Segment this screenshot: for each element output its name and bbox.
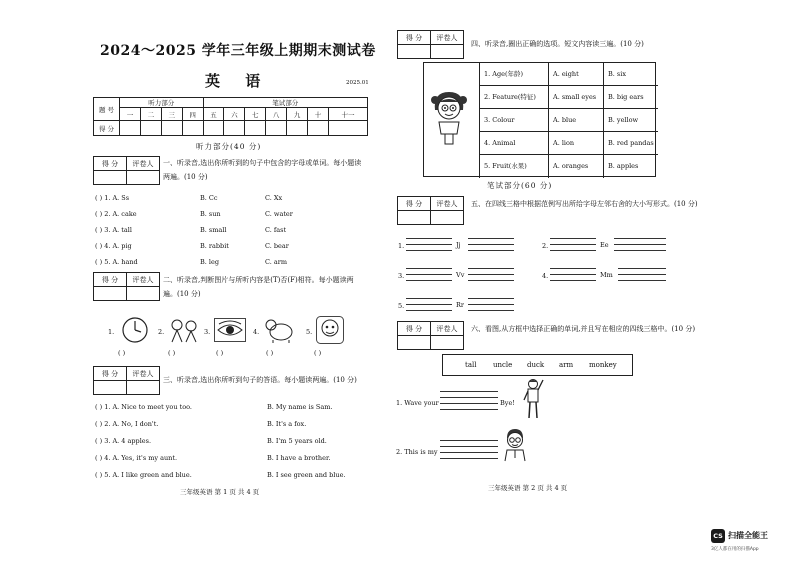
table-cell-option-b[interactable]: B. yellow	[604, 109, 658, 132]
list-item	[95, 194, 283, 202]
writing-part-heading: 笔试部分(60 分)	[487, 181, 553, 190]
scorebox-score-label: 得 分	[398, 322, 431, 336]
picture-label: 3.	[204, 328, 211, 336]
writing-line[interactable]	[406, 238, 452, 239]
writing-line[interactable]	[550, 268, 596, 269]
scorebox-grader-label: 评卷人	[431, 322, 464, 336]
option-b: B. leg	[200, 258, 219, 266]
page-left	[0, 0, 392, 561]
scanner-name: 扫描全能王	[728, 531, 768, 540]
scanner-watermark	[711, 529, 791, 557]
exam-date: 2025.01	[346, 80, 369, 86]
item-number: 5.	[398, 302, 405, 310]
clock-icon	[121, 316, 149, 344]
page-right	[392, 0, 794, 561]
page-footer: 三年级英语 第 1 页 共 4 页	[180, 488, 260, 496]
writing-header: 笔试部分	[203, 98, 367, 108]
girl-icon	[429, 88, 469, 146]
item-stem[interactable]: ( ) 5. A. hand	[95, 258, 138, 266]
table-cell-question: 2. Feature(特征)	[480, 86, 549, 109]
scorebox-grader-cell[interactable]	[127, 287, 160, 301]
table-cell-option-b[interactable]: B. six	[604, 63, 658, 86]
score-col: 三	[161, 108, 182, 121]
listening-part-heading: 听力部分(40 分)	[196, 142, 262, 151]
scorebox-grader-label: 评卷人	[431, 31, 464, 45]
score-table	[93, 97, 368, 136]
letter-item	[398, 236, 518, 256]
scorebox-grader-label: 评卷人	[127, 157, 160, 171]
item-stem[interactable]: ( ) 4. A. pig	[95, 242, 132, 250]
scorebox-grader-cell[interactable]	[127, 171, 160, 185]
section4-table	[479, 63, 657, 178]
scorebox-2	[93, 272, 160, 301]
section1-title: 一、听录音,选出你所听到的句子中包含的字母或单词。每小题读两遍。(10 分)	[163, 159, 362, 181]
scorebox-grader-cell[interactable]	[431, 45, 464, 59]
section2-pictures	[108, 316, 358, 362]
writing-line[interactable]	[468, 268, 514, 269]
scorebox-score-cell[interactable]	[398, 336, 431, 350]
score-col: 五	[203, 108, 224, 121]
list-item	[95, 210, 293, 218]
scorebox-score-label: 得 分	[94, 367, 127, 381]
letter-item	[398, 266, 518, 286]
list-item	[95, 471, 346, 479]
option-b: B. I'm 5 years old.	[267, 437, 327, 445]
writing-line[interactable]	[406, 268, 452, 269]
sentence-q2-start: 2. This is my	[396, 448, 438, 456]
score-col: 七	[245, 108, 266, 121]
scorebox-5	[397, 196, 464, 225]
word-bank-item[interactable]: tall	[465, 361, 477, 369]
score-col: 二	[140, 108, 161, 121]
scorebox-score-label: 得 分	[94, 157, 127, 171]
answer-bracket[interactable]: ( )	[168, 349, 176, 357]
list-item	[95, 403, 333, 411]
score-table-row2-label: 得 分	[94, 121, 120, 136]
word-bank	[442, 354, 633, 376]
item-stem[interactable]: ( ) 3. A. tall	[95, 226, 132, 234]
example-letter: Jj	[456, 241, 461, 249]
scorebox-grader-cell[interactable]	[127, 381, 160, 395]
subject-title: 英 语	[205, 72, 271, 90]
animal-icon	[263, 316, 295, 344]
example-letter: Mm	[600, 271, 613, 279]
picture-label: 4.	[253, 328, 260, 336]
answer-bracket[interactable]: ( )	[314, 349, 322, 357]
option-c: C. Xx	[265, 194, 283, 202]
scorebox-score-label: 得 分	[398, 31, 431, 45]
monkey-icon	[316, 316, 344, 344]
scorebox-grader-cell[interactable]	[431, 336, 464, 350]
item-number: 3.	[398, 272, 405, 280]
list-item	[95, 242, 289, 250]
section3-title: 三、听录音,选出你所听到句子的答语。每小题读两遍。(10 分)	[163, 376, 357, 384]
writing-line[interactable]	[468, 238, 514, 239]
scorebox-1	[93, 156, 160, 185]
item-stem[interactable]: ( ) 2. A. cake	[95, 210, 137, 218]
answer-bracket[interactable]: ( )	[216, 349, 224, 357]
section6-title: 六、看图,从方框中选择正确的单词,并且写在相应的四线三格中。(10 分)	[471, 325, 696, 333]
scorebox-grader-label: 评卷人	[431, 197, 464, 211]
item-stem[interactable]: ( ) 1. A. Nice to meet you too.	[95, 403, 192, 411]
letter-item	[542, 236, 672, 256]
score-col: 一	[120, 108, 141, 121]
scorebox-score-cell[interactable]	[398, 211, 431, 225]
item-stem[interactable]: ( ) 4. A. Yes, it's my aunt.	[95, 454, 178, 462]
word-bank-item[interactable]: uncle	[493, 361, 513, 369]
answer-bracket[interactable]: ( )	[118, 349, 126, 357]
scorebox-4	[397, 30, 464, 59]
waving-man-icon	[522, 378, 544, 420]
table-cell-question: 4. Animal	[480, 132, 549, 155]
score-col: 十一	[328, 108, 367, 121]
scorebox-score-cell[interactable]	[94, 171, 127, 185]
word-bank-item[interactable]: duck	[527, 361, 545, 369]
writing-line[interactable]	[406, 298, 452, 299]
answer-line-q1[interactable]	[440, 391, 498, 392]
score-col: 四	[182, 108, 203, 121]
scorebox-score-cell[interactable]	[398, 45, 431, 59]
scorebox-grader-label: 评卷人	[127, 273, 160, 287]
picture-label: 5.	[306, 328, 313, 336]
table-cell-question: 5. Fruit(水果)	[480, 155, 549, 178]
option-b: B. small	[200, 226, 227, 234]
exam-title: 2024～2025 学年三年级上期期末测试卷	[100, 43, 376, 59]
option-b: B. sun	[200, 210, 221, 218]
table-cell-option-b[interactable]: B. apples	[608, 162, 639, 170]
table-cell-question: 1. Age(年龄)	[480, 63, 549, 86]
score-col: 九	[287, 108, 308, 121]
scorebox-score-label: 得 分	[398, 197, 431, 211]
writing-line[interactable]	[550, 238, 596, 239]
listening-header: 听力部分	[120, 98, 204, 108]
score-col: 十	[308, 108, 329, 121]
item-stem[interactable]: ( ) 3. A. 4 apples.	[95, 437, 152, 445]
option-c: C. water	[265, 210, 293, 218]
option-c: C. fast	[265, 226, 287, 234]
writing-line[interactable]	[618, 268, 666, 269]
table-cell-option-a[interactable]: A. eight	[549, 63, 604, 86]
sentence-q1-start: 1. Wave your	[396, 399, 439, 407]
score-col: 六	[224, 108, 245, 121]
writing-line[interactable]	[468, 298, 514, 299]
scorebox-3	[93, 366, 160, 395]
option-c: C. bear	[265, 242, 289, 250]
scorebox-6	[397, 321, 464, 350]
item-stem[interactable]: ( ) 5. A. I like green and blue.	[95, 471, 192, 479]
answer-bracket[interactable]: ( )	[266, 349, 274, 357]
table-cell-option-a[interactable]: A. blue	[549, 109, 604, 132]
writing-line[interactable]	[614, 238, 666, 239]
letter-item	[542, 266, 672, 286]
option-b: B. My name is Sam.	[267, 403, 333, 411]
answer-line-q2[interactable]	[440, 440, 498, 441]
uncle-icon	[502, 428, 528, 462]
page-footer: 三年级英语 第 2 页 共 4 页	[488, 484, 568, 492]
scorebox-grader-label: 评卷人	[127, 367, 160, 381]
score-col: 八	[266, 108, 287, 121]
item-stem[interactable]: ( ) 2. A. No, I don't.	[95, 420, 159, 428]
table-cell-option-b[interactable]: B. red pandas	[604, 132, 658, 155]
example-letter: Ee	[600, 241, 609, 249]
table-cell-option-a[interactable]: A. lion	[549, 132, 604, 155]
section4-title: 四、听录音,圈出正确的选项。短文内容读三遍。(10 分)	[471, 40, 644, 48]
option-b: B. I see green and blue.	[267, 471, 346, 479]
list-item	[95, 437, 327, 445]
item-stem[interactable]: ( ) 1. A. Ss	[95, 194, 130, 202]
option-c: C. arm	[265, 258, 288, 266]
scorebox-grader-cell[interactable]	[431, 211, 464, 225]
scorebox-score-cell[interactable]	[94, 287, 127, 301]
word-bank-item[interactable]: monkey	[589, 361, 617, 369]
picture-label: 2.	[158, 328, 165, 336]
table-cell-option-a[interactable]: A. small eyes	[549, 86, 604, 109]
option-b: B. Cc	[200, 194, 218, 202]
list-item	[95, 226, 287, 234]
option-b: B. I have a brother.	[267, 454, 331, 462]
animals-icon	[168, 316, 200, 344]
list-item	[95, 454, 331, 462]
eye-icon	[214, 318, 246, 342]
score-table-row1-label: 题 号	[94, 98, 120, 121]
table-cell-option-a[interactable]: A. oranges	[549, 155, 604, 178]
example-letter: Rr	[456, 301, 465, 309]
section5-title: 五、在四线三格中根据范例写出所给字母左邻右舍的大小写形式。(10 分)	[471, 200, 698, 208]
item-number: 1.	[398, 242, 405, 250]
item-number: 4.	[542, 272, 549, 280]
scanner-logo: CS	[711, 529, 725, 543]
option-b: B. It's a fox.	[267, 420, 307, 428]
example-letter: Vv	[456, 271, 465, 279]
scorebox-score-label: 得 分	[94, 273, 127, 287]
list-item	[95, 420, 307, 428]
option-b: B. rabbit	[200, 242, 229, 250]
scorebox-score-cell[interactable]	[94, 381, 127, 395]
table-cell-question: 3. Colour	[480, 109, 549, 132]
item-number: 2.	[542, 242, 549, 250]
section4-frame	[423, 62, 656, 177]
list-item	[95, 258, 288, 266]
table-cell-option-b[interactable]: B. big ears	[604, 86, 658, 109]
picture-label: 1.	[108, 328, 115, 336]
sentence-q1-end: Bye!	[500, 399, 515, 407]
section2-title: 二、听录音,判断图片与所听内容是(T)否(F)相符。每小题读两遍。(10 分)	[163, 276, 354, 298]
letter-item	[398, 296, 518, 316]
word-bank-item[interactable]: arm	[559, 361, 574, 369]
scanner-tagline: 3亿人都在用的扫描App	[711, 547, 759, 552]
